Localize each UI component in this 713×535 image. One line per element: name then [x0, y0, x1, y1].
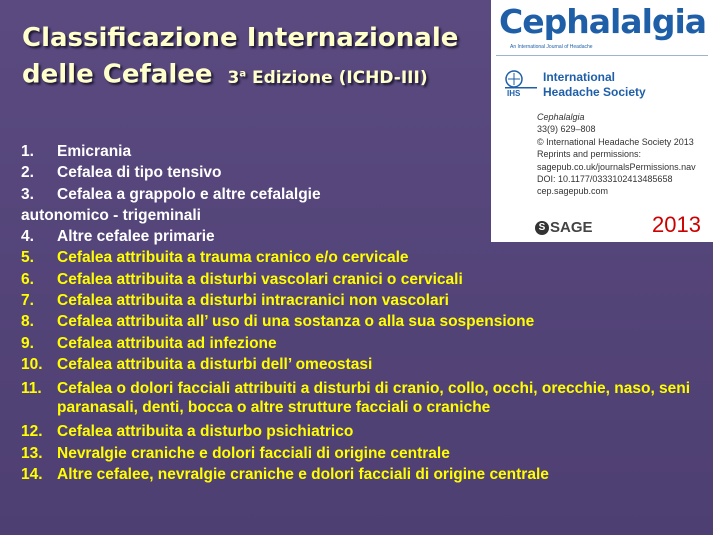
info-reprints: Reprints and permissions:	[537, 149, 642, 160]
list-item	[21, 379, 711, 417]
item-number: 3.	[21, 185, 34, 203]
edition-label	[222, 68, 428, 88]
list-item	[21, 464, 711, 485]
item-text: Cefalea di tipo tensivo	[57, 164, 222, 182]
list-item-continuation: autonomico - trigeminali	[21, 206, 201, 224]
item-text: Altre cefalee, nevralgie craniche e dolori facciali di origine centrale	[57, 465, 549, 483]
publication-year: 2013	[652, 212, 701, 237]
journal-subtitle: An International Journal of Headache	[510, 44, 593, 50]
item-number: 11.	[21, 380, 42, 398]
item-text: Cefalea a grappolo e altre cefalalgie	[57, 185, 321, 203]
item-text: Cefalea attribuita ad infezione	[57, 334, 277, 352]
item-number: 8.	[21, 313, 34, 331]
journal-cover-image	[491, 0, 713, 242]
title-line-2	[22, 56, 458, 96]
item-text: Cefalea attribuita a disturbo psichiatrico	[57, 423, 354, 441]
item-number: 13.	[21, 444, 43, 462]
item-number: 1.	[21, 143, 34, 160]
edition-superscript: a	[239, 68, 247, 79]
society-name-line-2: Headache Society	[543, 85, 646, 99]
info-copyright: © International Headache Society 2013	[537, 136, 694, 147]
society-name	[543, 70, 646, 100]
journal-name: Cephalalgia	[499, 2, 707, 41]
item-number: 14.	[21, 465, 43, 483]
item-text: Nevralgie craniche e dolori facciali di origine centrale	[57, 444, 450, 462]
item-text: Cefalea attribuita a disturbi intracranici non vascolari	[57, 292, 449, 310]
item-number: 5.	[21, 249, 34, 267]
item-text: Emicrania	[57, 143, 132, 160]
item-text: Altre cefalee primarie	[57, 228, 215, 246]
item-text: Cefalea attribuita a disturbi dell’ omeostasi	[57, 355, 373, 373]
sage-icon: S	[535, 221, 549, 235]
item-number: 9.	[21, 334, 34, 352]
item-number: 6.	[21, 270, 34, 288]
society-name-line-1: International	[543, 70, 616, 84]
list-item	[21, 421, 711, 442]
list-item	[21, 247, 711, 268]
publisher-logo	[535, 219, 593, 236]
item-number: 10.	[21, 355, 43, 373]
title-line-1: Classificazione Internazionale	[22, 23, 459, 53]
list-item	[21, 290, 711, 311]
publisher-name: SAGE	[550, 219, 593, 236]
item-text: Cefalea attribuita a disturbi vascolari cranici o cervicali	[57, 270, 463, 288]
item-text: Cefalea o dolori facciali attribuiti a disturbi di cranio, collo, occhi, orecchie, naso, seni paranasali, denti, bocca o altre strutture facciali o craniche	[57, 380, 691, 417]
publication-info	[537, 111, 696, 198]
info-issue: 33(9) 629–808	[537, 124, 596, 135]
item-number: 2.	[21, 164, 34, 182]
list-item	[21, 333, 711, 354]
info-doi: DOI: 10.1177/0333102413485658	[537, 174, 673, 185]
slide-title	[22, 20, 458, 96]
divider	[496, 55, 708, 56]
item-text: Cefalea attribuita a trauma cranico e/o cervicale	[57, 249, 409, 267]
info-site: cep.sagepub.com	[537, 186, 609, 197]
item-number: 12.	[21, 423, 43, 441]
list-item	[21, 311, 711, 332]
title-line-2-main: delle Cefalee	[22, 59, 213, 90]
ihs-logo-icon	[503, 68, 539, 98]
svg-text:IHS: IHS	[507, 89, 521, 98]
info-journal: Cephalalgia	[537, 112, 585, 122]
item-number: 7.	[21, 292, 34, 310]
list-item	[21, 354, 711, 375]
info-url: sagepub.co.uk/journalsPermissions.nav	[537, 161, 696, 172]
item-number: 4.	[21, 228, 34, 246]
edition-number: 3	[227, 67, 240, 88]
edition-text: Edizione (ICHD-III)	[246, 67, 428, 88]
list-item	[21, 269, 711, 290]
item-text: Cefalea attribuita all’ uso di una sostanza o alla sua sospensione	[57, 313, 535, 331]
list-item	[21, 443, 711, 464]
